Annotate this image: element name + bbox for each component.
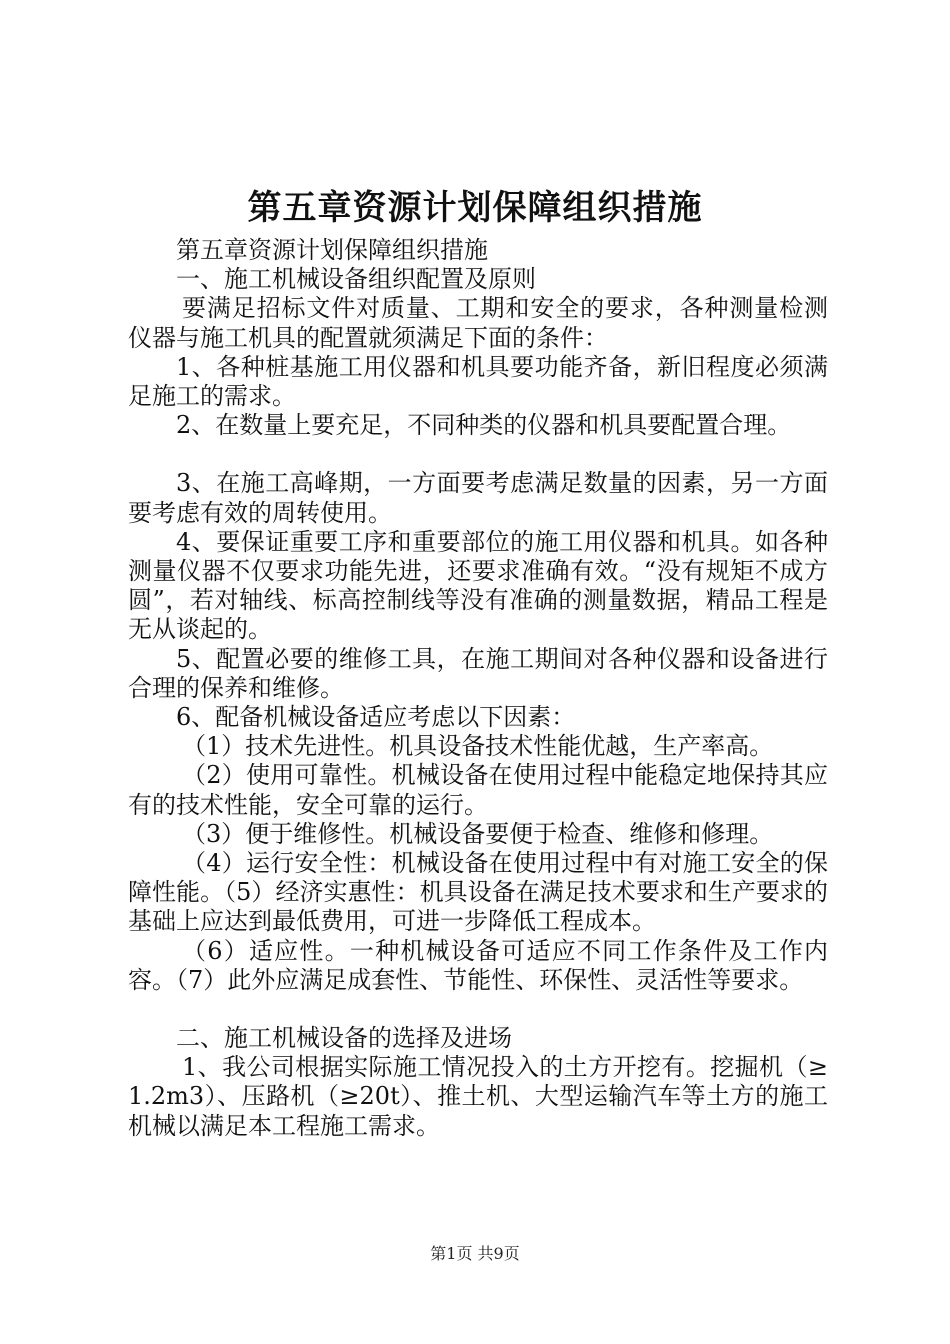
list-item: 5、配置必要的维修工具，在施工期间对各种仪器和设备进行合理的保养和维修。 xyxy=(128,644,828,702)
list-item: 6、配备机械设备适应考虑以下因素： xyxy=(176,703,576,732)
list-item: 1、我公司根据实际施工情况投入的土方开挖有。挖掘机（≥1.2m3）、压路机（≥20t）、推土机、大型运输汽车等土方的施工机械以满足本工程施工需求。 xyxy=(128,1053,828,1140)
document-body xyxy=(128,236,828,1141)
page-footer: 第1页 共9页 xyxy=(430,1244,520,1263)
document-title: 第五章资源计划保障组织措施 xyxy=(247,188,703,228)
list-item: 2、在数量上要充足，不同种类的仪器和机具要配置合理。 xyxy=(176,411,792,440)
sub-list-item: （2）使用可靠性。机械设备在使用过程中能稳定地保持其应有的技术性能，安全可靠的运行。 xyxy=(128,761,828,819)
list-item: 4、要保证重要工序和重要部位的施工用仪器和机具。如各种测量仪器不仅要求功能先进，还要求准确有效。“没有规矩不成方圆”，若对轴线、标高控制线等没有准确的测量数据，精品工程是无从谈起的。 xyxy=(128,527,828,644)
list-item: 1、各种桩基施工用仪器和机具要功能齐备，新旧程度必须满足施工的需求。 xyxy=(128,352,828,411)
section-heading-2: 二、施工机械设备的选择及进场 xyxy=(176,1024,512,1053)
sub-list-item: （1）技术先进性。机具设备技术性能优越，生产率高。 xyxy=(182,732,774,761)
list-item: 3、在施工高峰期，一方面要考虑满足数量的因素，另一方面要考虑有效的周转使用。 xyxy=(128,469,828,527)
sub-list-item: （3）便于维修性。机械设备要便于检查、维修和修理。 xyxy=(182,819,774,848)
sub-list-item: （4）运行安全性：机械设备在使用过程中有对施工安全的保障性能。（5）经济实惠性：机具设备在满足技术要求和生产要求的基础上应达到最低费用，可进一步降低工程成本。 xyxy=(128,849,828,936)
sub-list-item: （6）适应性。一种机械设备可适应不同工作条件及工作内容。（7）此外应满足成套性、节能性、环保性、灵活性等要求。 xyxy=(128,936,828,994)
paragraph: 要满足招标文件对质量、工期和安全的要求，各种测量检测仪器与施工机具的配置就须满足下面的条件： xyxy=(128,294,828,352)
paragraph-chapter-heading: 第五章资源计划保障组织措施 xyxy=(176,236,488,264)
section-heading-1: 一、施工机械设备组织配置及原则 xyxy=(176,265,536,294)
